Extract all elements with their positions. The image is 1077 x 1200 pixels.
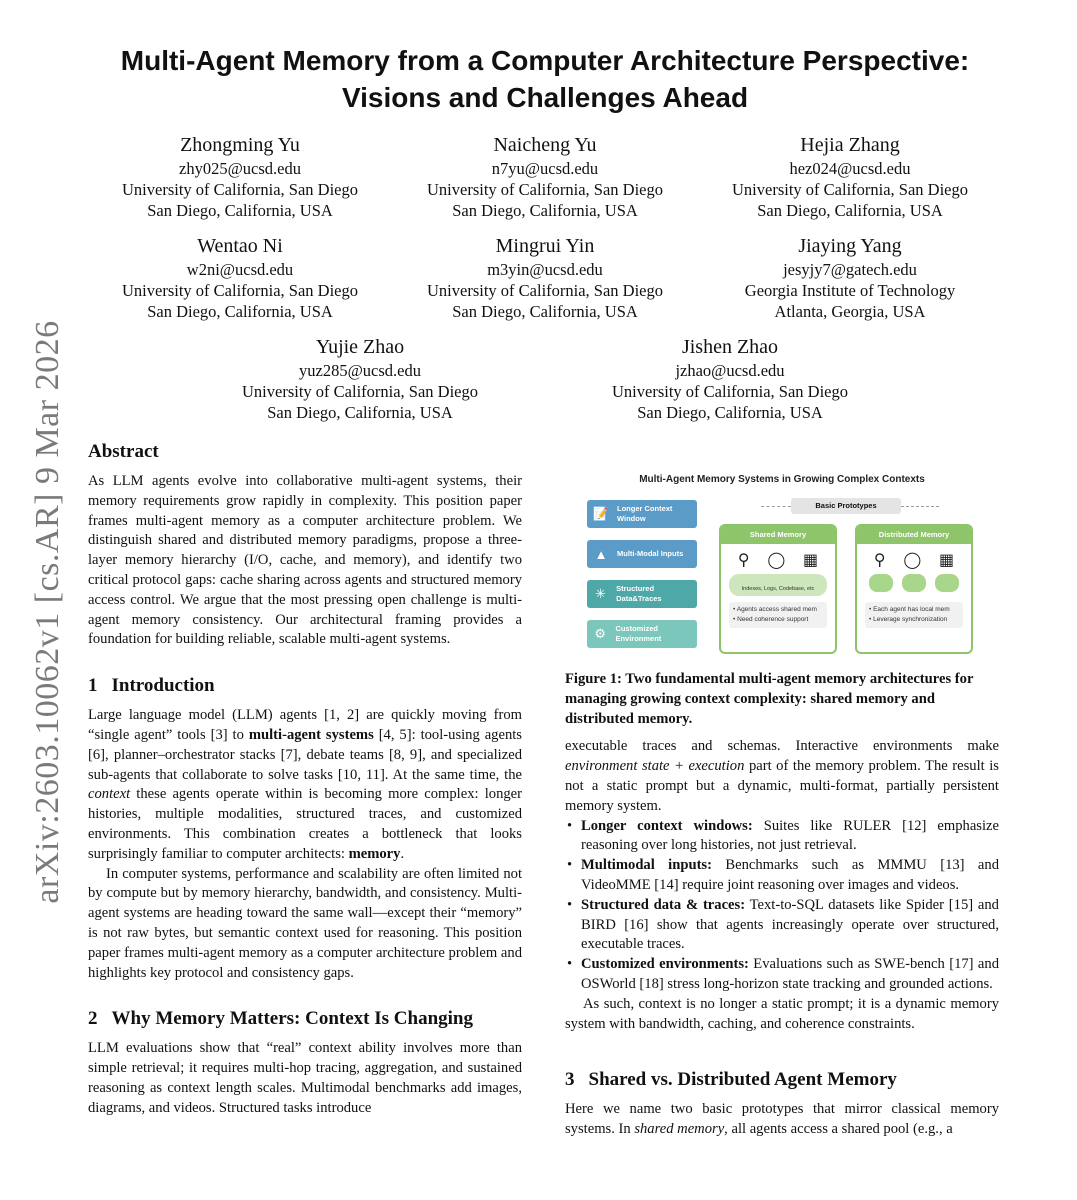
section-heading xyxy=(565,1068,999,1092)
author-affiliation: University of California, San Diego xyxy=(732,180,968,199)
local-dbs xyxy=(865,574,963,596)
image-icon: ▲ xyxy=(594,546,608,562)
list-item: • Customized environments: Evaluations such as SWE-bench [17] and OSWorld [18] stress long-horizon state tracking and grounded actions. xyxy=(581,955,999,995)
paper-title: Multi-Agent Memory from a Computer Architecture Perspective: Visions and Challenges Ahead xyxy=(120,45,970,113)
database-icon xyxy=(935,574,959,592)
graph-icon: ✳ xyxy=(595,586,607,601)
author-name: Wentao Ni xyxy=(197,235,283,257)
author-row xyxy=(90,233,1000,322)
author-affiliation: Georgia Institute of Technology xyxy=(744,281,956,300)
panel-heading: Distributed Memory xyxy=(857,526,971,544)
search-icon: ⚲ xyxy=(873,552,886,569)
agent-icons xyxy=(857,544,971,570)
paragraph: Here we name two basic prototypes that mirror classical memory systems. In shared memory, all agents access a shared pool (e.g., a xyxy=(565,1101,999,1138)
author-affiliation: University of California, San Diego xyxy=(612,382,848,401)
paragraph: As such, context is no longer a static prompt; it is a dynamic memory system with bandwidth, caching, and coherence constraints. xyxy=(565,995,999,1032)
author-affiliation: University of California, San Diego xyxy=(242,382,478,401)
author-name: Mingrui Yin xyxy=(495,235,595,257)
figure-caption: Figure 1: Two fundamental multi-agent memory architectures for managing growing context complexity: shared memory and distributed memory. xyxy=(565,671,974,727)
gear-icon: ⚙ xyxy=(594,626,607,641)
author xyxy=(210,334,510,423)
context-item: ✳ Structured Data&Traces xyxy=(587,580,697,608)
panel-heading: Shared Memory xyxy=(721,526,835,544)
author-affiliation: University of California, San Diego xyxy=(122,180,358,199)
right-column xyxy=(565,442,999,1140)
context-item: ▲ Multi-Modal Inputs xyxy=(587,540,697,568)
author xyxy=(580,334,880,423)
section-title: Shared vs. Distributed Agent Memory xyxy=(588,1069,897,1091)
terminal-icon: ▦ xyxy=(939,552,955,569)
abstract-heading: Abstract xyxy=(88,441,159,462)
section-number: 3 xyxy=(565,1069,575,1091)
author xyxy=(395,132,695,221)
panel-notes: • Agents access shared mem • Need coherence support xyxy=(729,602,827,628)
author xyxy=(395,233,695,322)
author xyxy=(90,233,390,322)
author-email[interactable]: m3yin@ucsd.edu xyxy=(487,260,603,279)
dashed-connector xyxy=(761,506,791,507)
list-item: • Structured data & traces: Text-to-SQL datasets like Spider [15] and BIRD [16] show that agents increasingly operate over structured, executable traces. xyxy=(581,896,999,955)
author-email[interactable]: hez024@ucsd.edu xyxy=(789,159,911,178)
author-email[interactable]: jzhao@ucsd.edu xyxy=(675,361,785,380)
dashed-connector xyxy=(901,506,939,507)
figure-1 xyxy=(565,442,999,662)
panel-notes: • Each agent has local mem • Leverage synchronization xyxy=(865,602,963,628)
author-location: San Diego, California, USA xyxy=(147,201,333,220)
author-email[interactable]: n7yu@ucsd.edu xyxy=(491,159,599,178)
section-title: Why Memory Matters: Context Is Changing xyxy=(111,1008,473,1030)
left-column xyxy=(88,440,522,1119)
paragraph: In computer systems, performance and scalability are often limited not by compute but by memory hierarchy, bandwidth, and consistency. Multi-agent systems are heading toward the same wall—except their “memory” is not raw bytes, but semantic context used for reasoning. This position paper frames multi-agent memory as a computer architecture problem and highlights key protocol and consistency gaps. xyxy=(88,865,522,981)
author-location: Atlanta, Georgia, USA xyxy=(774,302,926,321)
author-affiliation: University of California, San Diego xyxy=(427,281,663,300)
prototype-label: Basic Prototypes xyxy=(791,498,901,514)
terminal-icon: ▦ xyxy=(803,552,819,569)
distributed-memory-panel xyxy=(855,524,973,654)
section-number: 1 xyxy=(88,675,98,697)
list-item: • Multimodal inputs: Benchmarks such as MMMU [13] and VideoMME [14] require joint reasoning over images and videos. xyxy=(581,856,999,896)
author-location: San Diego, California, USA xyxy=(452,201,638,220)
author-name: Jiaying Yang xyxy=(798,235,902,257)
context-list xyxy=(587,500,697,660)
shared-memory-panel xyxy=(719,524,837,654)
author-email[interactable]: w2ni@ucsd.edu xyxy=(186,260,294,279)
context-item: ⚙ Customized Environment xyxy=(587,620,697,648)
author-name: Jishen Zhao xyxy=(681,336,779,358)
document-icon: 📝 xyxy=(592,506,610,521)
author-email[interactable]: jesyjy7@gatech.edu xyxy=(783,260,917,279)
lightbulb-icon: ◯ xyxy=(903,552,922,569)
author-location: San Diego, California, USA xyxy=(637,403,823,422)
list-item: • Longer context windows: Suites like RULER [12] emphasize reasoning over long histories, not just retrieval. xyxy=(581,817,999,857)
author-affiliation: University of California, San Diego xyxy=(427,180,663,199)
figure-title: Multi-Agent Memory Systems in Growing Complex Contexts xyxy=(639,474,925,485)
context-item: 📝 Longer Context Window xyxy=(587,500,697,528)
lightbulb-icon: ◯ xyxy=(767,552,786,569)
section-number: 2 xyxy=(88,1008,98,1030)
abstract-text: As LLM agents evolve into collaborative multi-agent systems, their memory requirements grow rapidly in complexity. This position paper frames multi-agent memory as a computer architecture problem. We distinguish shared and distributed memory paradigms, propose a three-layer memory hierarchy (I/O, cache, and memory), and identify two critical protocol gaps: cache sharing across agents and structured memory access control. We argue that the most pressing open challenge is multi-agent memory consistency. Our architectural framing provides a foundation for building reliable, scalable multi-agent systems. xyxy=(88,473,522,648)
database-icon xyxy=(869,574,893,592)
author-location: San Diego, California, USA xyxy=(147,302,333,321)
author-block xyxy=(90,132,1000,435)
database-icon xyxy=(902,574,926,592)
paragraph: executable traces and schemas. Interactive environments make environment state + execution part of the memory problem. The result is not a static prompt but a dynamic, multi-format, partially persistent memory system. xyxy=(565,738,999,814)
author-location: San Diego, California, USA xyxy=(452,302,638,321)
author-name: Naicheng Yu xyxy=(493,134,597,156)
paragraph: LLM evaluations show that “real” context ability involves more than simple retrieval; it requires multi-hop tracing, aggregation, and sustained reasoning as context length scales. Multimodal benchmarks add images, diagrams, and videos. Structured tasks introduce xyxy=(88,1040,522,1116)
author-location: San Diego, California, USA xyxy=(757,201,943,220)
author-row xyxy=(90,132,1000,221)
section-heading xyxy=(88,674,522,698)
author-email[interactable]: yuz285@ucsd.edu xyxy=(299,361,421,380)
author-name: Hejia Zhang xyxy=(800,134,900,156)
shared-db: Indexes, Logs, Codebase, etc xyxy=(729,574,827,596)
author xyxy=(90,132,390,221)
author-email[interactable]: zhy025@ucsd.edu xyxy=(179,159,301,178)
author-name: Yujie Zhao xyxy=(315,336,405,358)
paragraph: Large language model (LLM) agents [1, 2] are quickly moving from “single agent” tools [3] to multi-agent systems [4, 5]: tool-using agents [6], planner–orchestrator stacks [7], debate teams [8, 9], and specialized sub-agents that collaborate to solve tasks [10, 11]. At the same time, the context these agents operate within is becoming more complex: longer histories, multiple modalities, structured traces, and customized environments. This combination creates a bottleneck that looks surprisingly familiar to computer architects: memory. xyxy=(88,707,522,862)
author-affiliation: University of California, San Diego xyxy=(122,281,358,300)
section-heading xyxy=(88,1007,522,1031)
author xyxy=(700,132,1000,221)
author-name: Zhongming Yu xyxy=(180,134,300,156)
section-title: Introduction xyxy=(111,675,215,697)
search-icon: ⚲ xyxy=(737,552,750,569)
bullet-list xyxy=(565,817,999,995)
author xyxy=(700,233,1000,322)
agent-icons xyxy=(721,544,835,570)
author-row xyxy=(90,334,1000,423)
arxiv-identifier: arXiv:2603.10062v1 [cs.AR] 9 Mar 2026 xyxy=(29,320,66,904)
author-location: San Diego, California, USA xyxy=(267,403,453,422)
